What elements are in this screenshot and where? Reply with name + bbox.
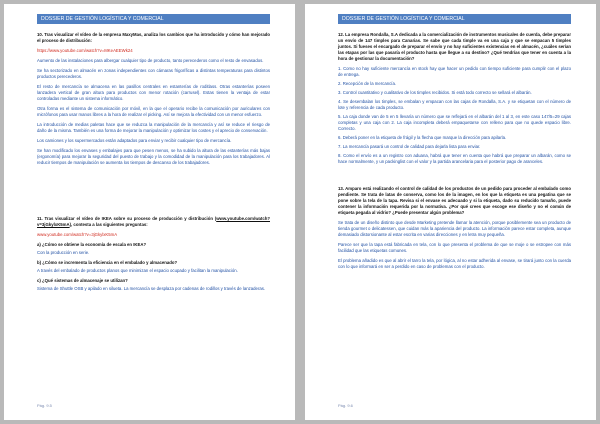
sub-question-b: b) ¿Cómo se incrementa la eficiencia en el embalado y almacenado?: [37, 260, 178, 265]
list-item: 7. La mercancía pasará un control de calidad para dejarla lista para enviar.: [338, 144, 481, 149]
blank-space: [37, 170, 270, 216]
list-item: 8. Como el envío es a un registro con aduana, habrá que tener en cuenta que habrá que preparar un albarán, como se hace normalmente, y un packinglist con el valor y la partida arancelaria para el posterior pago de aranceles.: [338, 153, 571, 164]
video-link-ikea[interactable]: www.youtube.com/watch?v=3jGkylxK5mA: [37, 232, 118, 237]
list-item: 5. La caja donde van de 5 en 5 llevaría un número que se reflejará en el albarán del 1 al 3, en este caso 147/5=29 cajas completas y una caja con 2. La caja incompleta deberá empaquetarse con relleno para que no quede espacio libre. Correcto.: [338, 114, 571, 131]
sub-question-c: c) ¿Qué sistemas de almacenaje se utilizan?: [37, 278, 128, 283]
question-12: 12. La empresa Rondalla, S.A dedicada a la comercialización de instrumentos musicales de cuerda, debe preparar un envío de 147 timples para Canarias. Se sabe que cada timple va en una caja y que se empacan 5 timples juntos. Si fueses el encargado de preparar el envío y no hay suficientes existencias en el almacén, ¿cuáles serían las etapas por las que pasaría el producto hasta que llegue a su destino? ¿Qué tendrías que tener en cuenta a la hora de gestionar la documentación?: [338, 32, 571, 61]
answer-paragraph: Aumento de las instalaciones para albergar cualquier tipo de producto, tanto perecederos como el resto de envasados.: [37, 58, 264, 63]
answer-paragraph: Se ha sectorizado en almacén en zonas independientes con cámaras frigoríficas a distintas temperaturas para distintos productos perecederos.: [37, 68, 270, 79]
answer-paragraph: Los camiones y los supermercados están adaptados para enviar y recibir cualquier tipo de mercancía.: [37, 138, 232, 143]
answer-paragraph: El resto de mercancía se almacena en las pasillos centrales en estanterías de roditlass. Otras estanterías poseen lanzadera vertical de gran altura para productos con menor rotación (carrusel). Estas tienen la ventaja de estar controladas mediante un sistema informático.: [37, 84, 270, 101]
list-item: 1. Como no hay suficiente mercancía en stock hay que hacer un pedido con tiempo suficiente para cumplir con el plazo de entrega.: [338, 66, 571, 77]
question-11-text: 11. Tras visualizar el vídeo de IKEA sobre su proceso de producción y distribución (: [37, 216, 217, 221]
question-10: 10. Tras visualizar el vídeo de la empresa MaxyMas, analiza los cambios que ha introducido y cómo han mejorado el proceso de distribución:: [37, 32, 270, 43]
page-number: Pág. 9.6: [338, 403, 353, 408]
answer-paragraph: A través del embalado de productos planos que minimizan el espacio ocupado y facilitan la manipulación.: [37, 268, 238, 273]
video-link-maxymas[interactable]: https://www.youtube.com/watch?v=MKeAEEWk24: [37, 48, 133, 53]
page-header-banner: DOSSIER DE GESTIÓN LOGÍSTICA Y COMERCIAL: [338, 14, 571, 24]
answer-paragraph: Con la producción en serie.: [37, 250, 90, 255]
sub-question-a: a) ¿Cómo se obtiene la economía de escala en IKEA?: [37, 242, 147, 247]
page-number: Pág. 9.5: [37, 403, 52, 408]
answer-paragraph: Otra forma es el sistema de comunicación por móvil, en la que el operario recibe la comunicación por auriculares con micrófonos para usar manos libres a la hora de realizar el picking. Así se mejora la efectividad con un menor esfuerzo.: [37, 106, 270, 117]
page-left: [4, 4, 295, 420]
answer-paragraph: Sistema de Shuttle OSB y apilado en silueta. La mercancía se desplaza por cadenas de rodillos y través de lanzaderas.: [37, 286, 266, 291]
page-right: [305, 4, 596, 420]
answer-paragraph: El problema añadido es que al abrir el tarro la tela, por lógica, al no estar adherida al envase, se tirará junto con la cuerda con lo que informará en ser a perdido en caso de problemas con el producto.: [338, 258, 571, 269]
question-13: 13. Amparo está realizando el control de calidad de los productos de un pedido para proceder al embalado como pendiente. Se trata de latas de conserva, como los de la imagen, en los que la etiqueta es una pegatina que se pone sobre la tela de la tapa. Revisa si el envase es adecuado y si la etiqueta, dado su reducido tamaño, puede contener la información requerida por la normativa. ¿Por qué crees que escoge ese diseño y no el común de etiqueta pegada al vidrio? ¿Puede presentar algún problema?: [338, 186, 571, 215]
question-11-url[interactable]: www.youtube.com/watch?v=3jGkylxK5mA: [37, 216, 270, 227]
list-item: 6. Deberá poner en la etiqueta de frágil y la flecha que marque la dirección para apilarla.: [338, 135, 507, 140]
question-11: [37, 216, 270, 228]
list-item: 4. Se desembalan los timples, se embalan y empacan con las cajas de Rondalla, S.A. y se etiquetan con el número de lote y referencia de cada producto.: [338, 99, 571, 110]
page-header-banner: DOSSIER DE GESTIÓN LOGÍSTICA Y COMERCIAL: [37, 14, 270, 24]
answer-paragraph: Parece ser que la tapa está fabricada en tela, con lo que presenta el problema de que se moje o se estropee con más facilidad que las etiquetas comunes.: [338, 242, 571, 253]
page-content: [338, 32, 571, 274]
answer-paragraph: Se trata de un diseño distinto que desde Marketing pretende llamar la atención, porque posiblemente sea un producto de tienda gourmet o delicatessen, que cuidan más la apariencia del producto. La información parece estar completa, aunque demasiado distorsionante al estar escrita en varias direcciones y en letra muy pequeña.: [338, 220, 571, 237]
blank-space: [338, 168, 571, 186]
question-11-text-end: ), contesta a las siguientes preguntas:: [69, 222, 148, 227]
answer-paragraph: La introducción de medias paletas hace que se reduzca la manipulación de la mercancía y así se reduce el riesgo de daño de la misma. También es una forma de mejorar la manipulación y optimizar los costes y el aprecio de conservación.: [37, 122, 270, 133]
list-item: 3. Control cuantitativo y cualitativo de los timples recibidos. Si está todo correcto se sellará el albarán.: [338, 90, 532, 95]
list-item: 2. Recepción de la mercancía.: [338, 81, 397, 86]
answer-paragraph: Se han modificado los envases y embalajes para que pesen menos, se ha subido la altura de las estanterías más bajas (ergonomía) para mejorar la seguridad del puesto de trabajo y la comodidad de la manipulación para los trabajadores. Al reducir tiempos de manipulación se aumenta los tiempos de descanso de los trabajadores.: [37, 148, 270, 165]
page-content: [37, 32, 270, 296]
